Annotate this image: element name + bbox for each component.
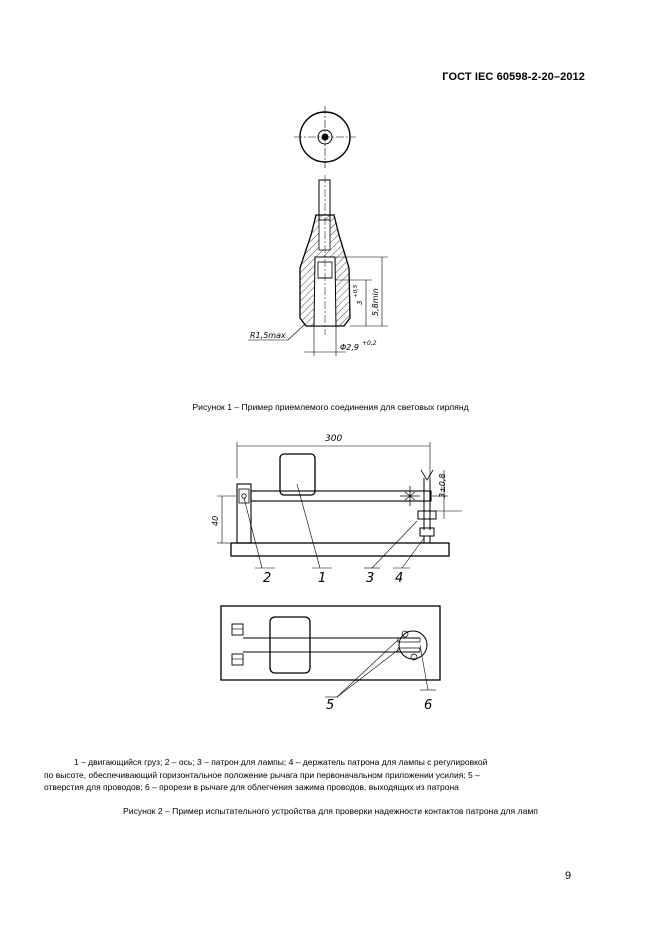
label-2: 2 xyxy=(263,571,272,586)
label-5: 5 xyxy=(326,698,335,713)
legend-line: по высоте, обеспечивающий горизонтальное положение рычага при первоначальном приложении усилия; 5 – xyxy=(44,769,480,780)
legend-line: отверстия для проводов; 6 – прорези в рычаге для облегчения зажима проводов, выходящих из патрона xyxy=(44,782,459,792)
dim-radius: R1,5max xyxy=(250,331,286,340)
legend-line: 1 – двигающийся груз; 2 – ось; 3 – патрон для лампы; 4 – держатель патрона для лампы с регулировкой xyxy=(74,757,488,767)
page-number: 9 xyxy=(565,870,572,882)
figure1-top-view xyxy=(294,106,356,168)
dim-diameter-tol: +0,2 xyxy=(362,340,377,347)
figure1-section-view xyxy=(248,175,388,356)
dim-length: 5,8min xyxy=(371,288,380,316)
dim-depth-tol: +0,5 xyxy=(353,284,359,298)
dim-diameter: Φ2,9 xyxy=(340,343,360,352)
label-6: 6 xyxy=(424,698,433,713)
dim-depth: 3 xyxy=(356,300,364,305)
label-3: 3 xyxy=(366,571,375,586)
figure2-caption: Рисунок 2 – Пример испытательного устройства для проверки надежности контактов патрона для ламп xyxy=(123,806,538,816)
figure1-caption: Рисунок 1 – Пример приемлемого соединения для световых гирлянд xyxy=(192,402,469,412)
label-1: 1 xyxy=(318,571,327,586)
dim-gap: 3±0,8 xyxy=(438,473,447,498)
figure2-top-view xyxy=(221,606,440,697)
dim-height-40: 40 xyxy=(211,515,220,526)
figure2-legend xyxy=(44,756,584,794)
document-header: ГОСТ IEC 60598-2-20–2012 xyxy=(442,71,585,83)
dim-length-300: 300 xyxy=(325,434,343,444)
label-4: 4 xyxy=(395,571,404,586)
figure2-side-view xyxy=(217,442,462,568)
